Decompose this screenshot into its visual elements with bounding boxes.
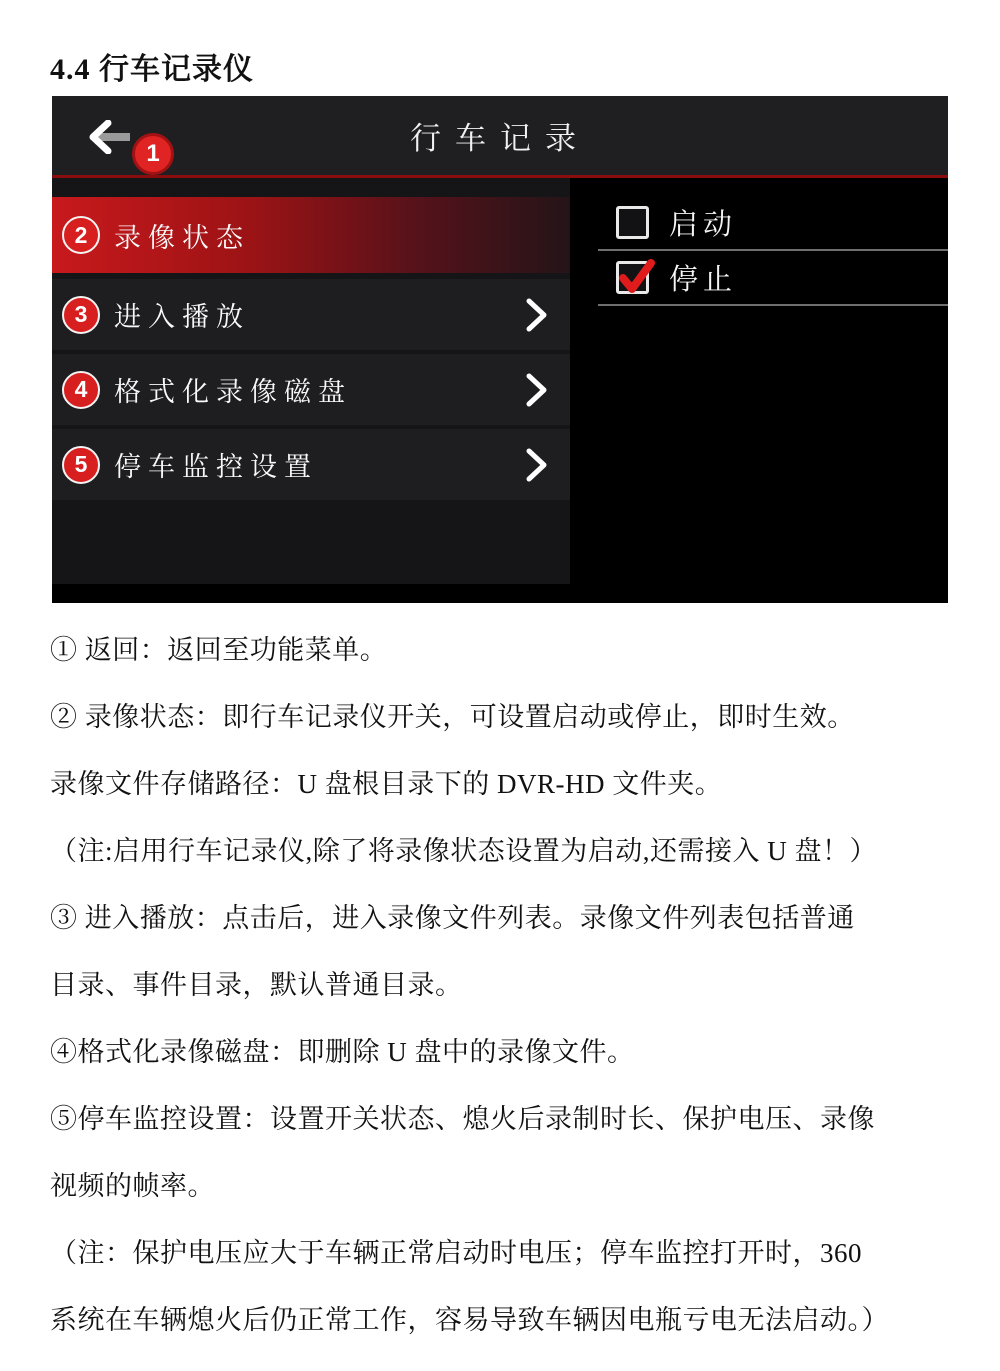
option-stop[interactable]: [598, 251, 948, 306]
menu-item-label: 录像状态: [114, 222, 250, 253]
menu-item-recording-status[interactable]: [52, 197, 570, 273]
menu-item-parking-monitor[interactable]: [52, 429, 570, 500]
screen-body: [52, 178, 948, 603]
screen-title: 行车记录: [410, 121, 590, 156]
chevron-right-icon: [526, 448, 548, 482]
description-line: ② 录像状态：即行车记录仪开关，可设置启动或停止，即时生效。: [50, 702, 855, 732]
chevron-right-icon: [526, 373, 548, 407]
option-start[interactable]: [598, 196, 948, 251]
description-line: 视频的帧率。: [50, 1171, 215, 1201]
section-title: 4.4 行车记录仪: [50, 53, 254, 86]
callout-badge-2: 2: [62, 216, 100, 254]
menu-item-enter-playback[interactable]: [52, 279, 570, 350]
menu-item-format-disk[interactable]: [52, 354, 570, 425]
description-line: （注：保护电压应大于车辆正常启动时电压；停车监控打开时，360: [50, 1238, 862, 1268]
back-button[interactable]: [86, 120, 134, 154]
options-panel: [598, 196, 948, 306]
arrow-left-icon: [86, 120, 134, 154]
check-icon: [617, 258, 655, 296]
description-line: 系统在车辆熄火后仍正常工作，容易导致车辆因电瓶亏电无法启动。）: [50, 1305, 889, 1335]
head-unit-screenshot: [52, 96, 948, 603]
menu-item-label: 格式化录像磁盘: [114, 377, 352, 407]
option-label: 停止: [669, 264, 738, 296]
callout-badge-3: 3: [62, 296, 100, 334]
callout-badge-4: 4: [62, 371, 100, 409]
callout-badge-5: 5: [62, 446, 100, 484]
screen-header: [52, 96, 948, 178]
description-line: 目录、事件目录，默认普通目录。: [50, 970, 463, 1000]
chevron-right-icon: [526, 298, 548, 332]
description-text: [50, 614, 966, 1351]
description-line: ① 返回：返回至功能菜单。: [50, 635, 388, 665]
checkbox-stop-checked[interactable]: [616, 261, 649, 294]
option-label: 启动: [669, 209, 738, 241]
menu-item-label: 进入播放: [114, 302, 250, 332]
menu-panel: [52, 178, 570, 584]
description-line: （注:启用行车记录仪,除了将录像状态设置为启动,还需接入 U 盘！）: [50, 836, 877, 866]
callout-badge-1: 1: [132, 133, 174, 175]
checkbox-start-unchecked[interactable]: [616, 206, 649, 239]
description-line: 录像文件存储路径：U 盘根目录下的 DVR-HD 文件夹。: [50, 769, 723, 799]
menu-item-label: 停车监控设置: [114, 452, 318, 482]
description-line: ⑤停车监控设置：设置开关状态、熄火后录制时长、保护电压、录像: [50, 1104, 875, 1134]
description-line: ③ 进入播放：点击后，进入录像文件列表。录像文件列表包括普通: [50, 903, 855, 933]
description-line: ④格式化录像磁盘：即删除 U 盘中的录像文件。: [50, 1037, 635, 1067]
